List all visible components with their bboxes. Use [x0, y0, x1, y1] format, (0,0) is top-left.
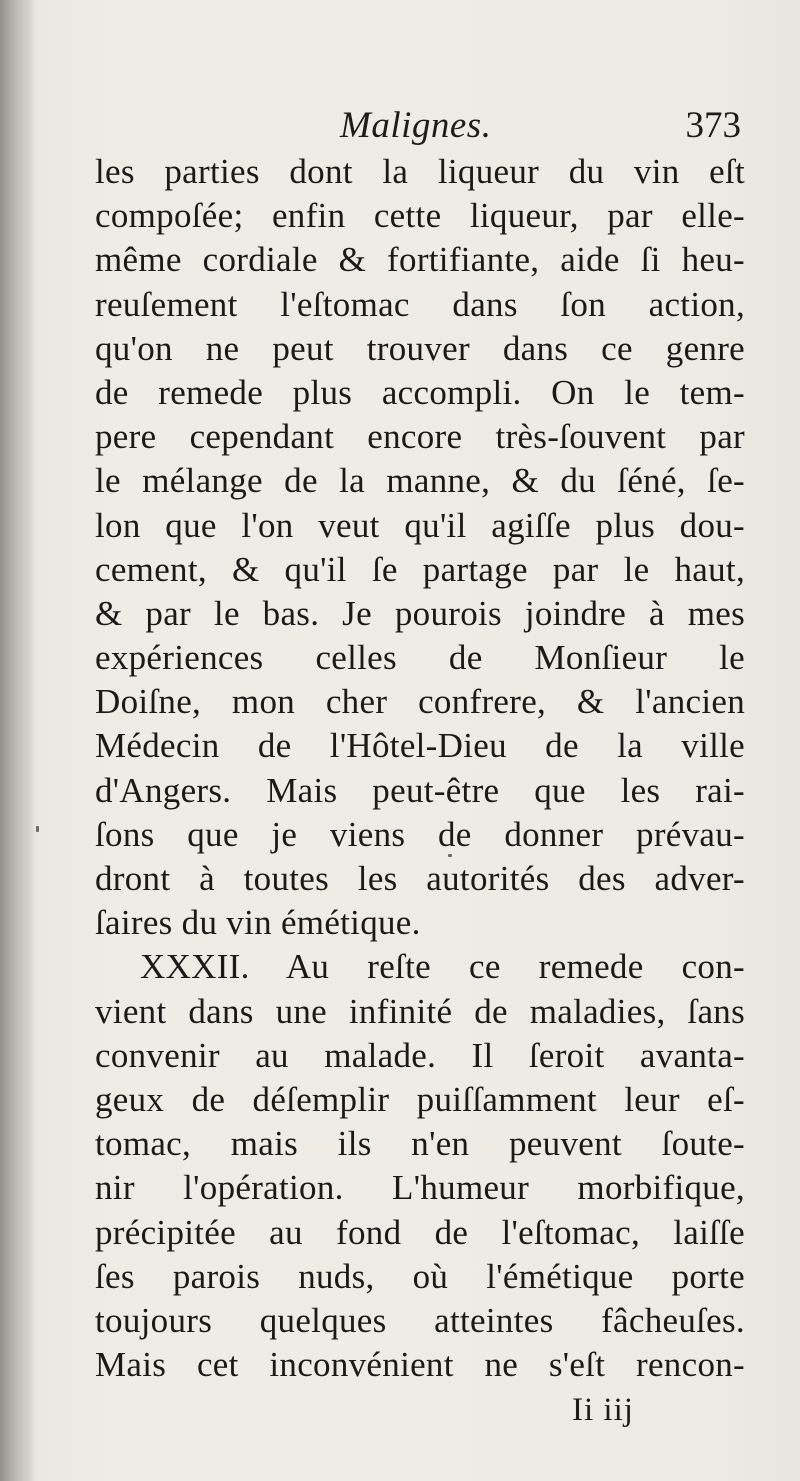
text-line: Doiſne, mon cher confrere, & l'ancien	[95, 682, 745, 722]
text-line: Mais cet inconvénient ne s'eſt rencon-	[95, 1345, 745, 1385]
signature-mark: Ii iij	[572, 1392, 634, 1428]
paper-speck	[36, 826, 39, 832]
text-line: dront à toutes les autorités des adver-	[95, 859, 745, 898]
running-title: Malignes.	[340, 105, 492, 146]
page-gutter-shadow	[0, 0, 34, 1481]
body-text	[95, 150, 745, 1387]
text-line: ſaires du vin émétique.	[95, 903, 421, 943]
text-line: expériences celles de Monſieur le	[95, 638, 745, 678]
text-line: vient dans une infinité de maladies, ſans	[95, 991, 745, 1031]
text-line: reuſement l'eſtomac dans ſon action,	[95, 284, 745, 324]
text-line: précipitée au fond de l'eſtomac, laiſſe	[95, 1212, 745, 1252]
text-line: ſons que je viens de donner prévau-	[95, 814, 745, 854]
text-line: même cordiale & fortifiante, aide ſi heu-	[95, 240, 745, 280]
paper-speck	[448, 854, 452, 857]
section-start-line: XXXII. Au reſte ce remede con-	[140, 947, 745, 987]
text-line: le mélange de la manne, & du ſéné, ſe-	[95, 461, 745, 501]
text-line: les parties dont la liqueur du vin eſt	[95, 152, 745, 191]
text-line: Médecin de l'Hôtel-Dieu de la ville	[95, 726, 745, 766]
running-head	[95, 100, 745, 150]
text-line: de remede plus accompli. On le tem-	[95, 372, 745, 412]
text-line: compoſée; enfin cette liqueur, par elle-	[95, 196, 745, 236]
text-line: toujours quelques atteintes fâcheuſes.	[95, 1300, 745, 1340]
text-line: nir l'opération. L'humeur morbifique,	[95, 1168, 745, 1208]
text-line: qu'on ne peut trouver dans ce genre	[95, 328, 745, 368]
text-line: & par le bas. Je pourois joindre à mes	[95, 593, 745, 633]
page-number: 373	[685, 105, 741, 146]
text-line: ſes parois nuds, où l'émétique porte	[95, 1256, 745, 1296]
text-line: cement, & qu'il ſe partage par le haut,	[95, 549, 745, 589]
text-line: pere cependant encore très-ſouvent par	[95, 417, 745, 457]
text-line: geux de déſemplir puiſſamment leur eſ-	[95, 1079, 745, 1119]
text-line: d'Angers. Mais peut-être que les rai-	[95, 770, 745, 810]
text-line: lon que l'on veut qu'il agiſſe plus dou-	[95, 505, 745, 545]
text-line: tomac, mais ils n'en peuvent ſoute-	[95, 1124, 745, 1164]
text-line: convenir au malade. Il ſeroit avanta-	[95, 1035, 745, 1075]
